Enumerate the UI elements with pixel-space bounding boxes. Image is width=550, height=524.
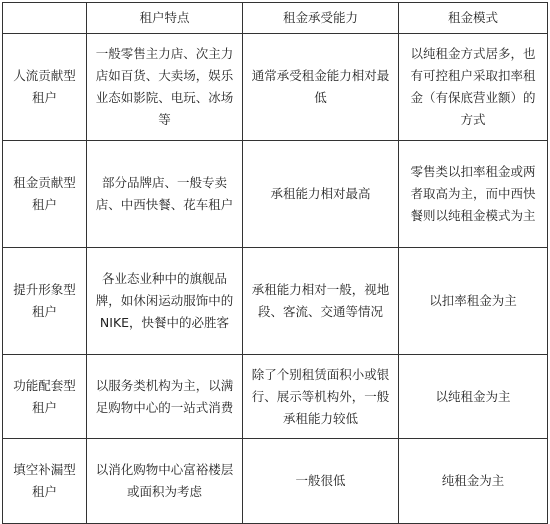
mode-cell: 以纯租金为主: [399, 355, 548, 439]
mode-cell: 纯租金为主: [399, 439, 548, 524]
mode-cell: 零售类以扣率租金或两者取高为主，而中西快餐则以纯租金模式为主: [399, 141, 548, 248]
features-cell: 一般零售主力店、次主力店如百货、大卖场，娱乐业态如影院、电玩、冰场等: [87, 34, 243, 141]
tenant-type-cell: 提升形象型租户: [3, 248, 87, 355]
table-row: [3, 141, 548, 248]
header-features: 租户特点: [87, 3, 243, 34]
capacity-cell: 通常承受租金能力相对最低: [243, 34, 399, 141]
features-cell: 以消化购物中心富裕楼层或面积为考虑: [87, 439, 243, 524]
capacity-cell: 承租能力相对一般，视地段、客流、交通等情况: [243, 248, 399, 355]
features-cell: 以服务类机构为主，以满足购物中心的一站式消费: [87, 355, 243, 439]
mode-cell: 以扣率租金为主: [399, 248, 548, 355]
capacity-cell: 承租能力相对最高: [243, 141, 399, 248]
table-row: [3, 439, 548, 524]
tenant-type-cell: 功能配套型租户: [3, 355, 87, 439]
tenant-type-cell: 租金贡献型租户: [3, 141, 87, 248]
mode-cell: 以纯租金方式居多，也有可控租户采取扣率租金（有保底营业额）的方式: [399, 34, 548, 141]
header-corner: [3, 3, 87, 34]
table-row: [3, 355, 548, 439]
features-cell: 部分品牌店、一般专卖店、中西快餐、花车租户: [87, 141, 243, 248]
tenant-type-cell: 人流贡献型租户: [3, 34, 87, 141]
tenant-type-cell: 填空补漏型租户: [3, 439, 87, 524]
header-mode: 租金模式: [399, 3, 548, 34]
table-row: [3, 34, 548, 141]
header-capacity: 租金承受能力: [243, 3, 399, 34]
tenant-type-table: [2, 2, 548, 524]
capacity-cell: 一般很低: [243, 439, 399, 524]
capacity-cell: 除了个别租赁面积小或银行、展示等机构外，一般承租能力较低: [243, 355, 399, 439]
features-cell: 各业态业种中的旗舰品牌，如休闲运动服饰中的NIKE，快餐中的必胜客: [87, 248, 243, 355]
table-row: [3, 248, 548, 355]
header-row: [3, 3, 548, 34]
